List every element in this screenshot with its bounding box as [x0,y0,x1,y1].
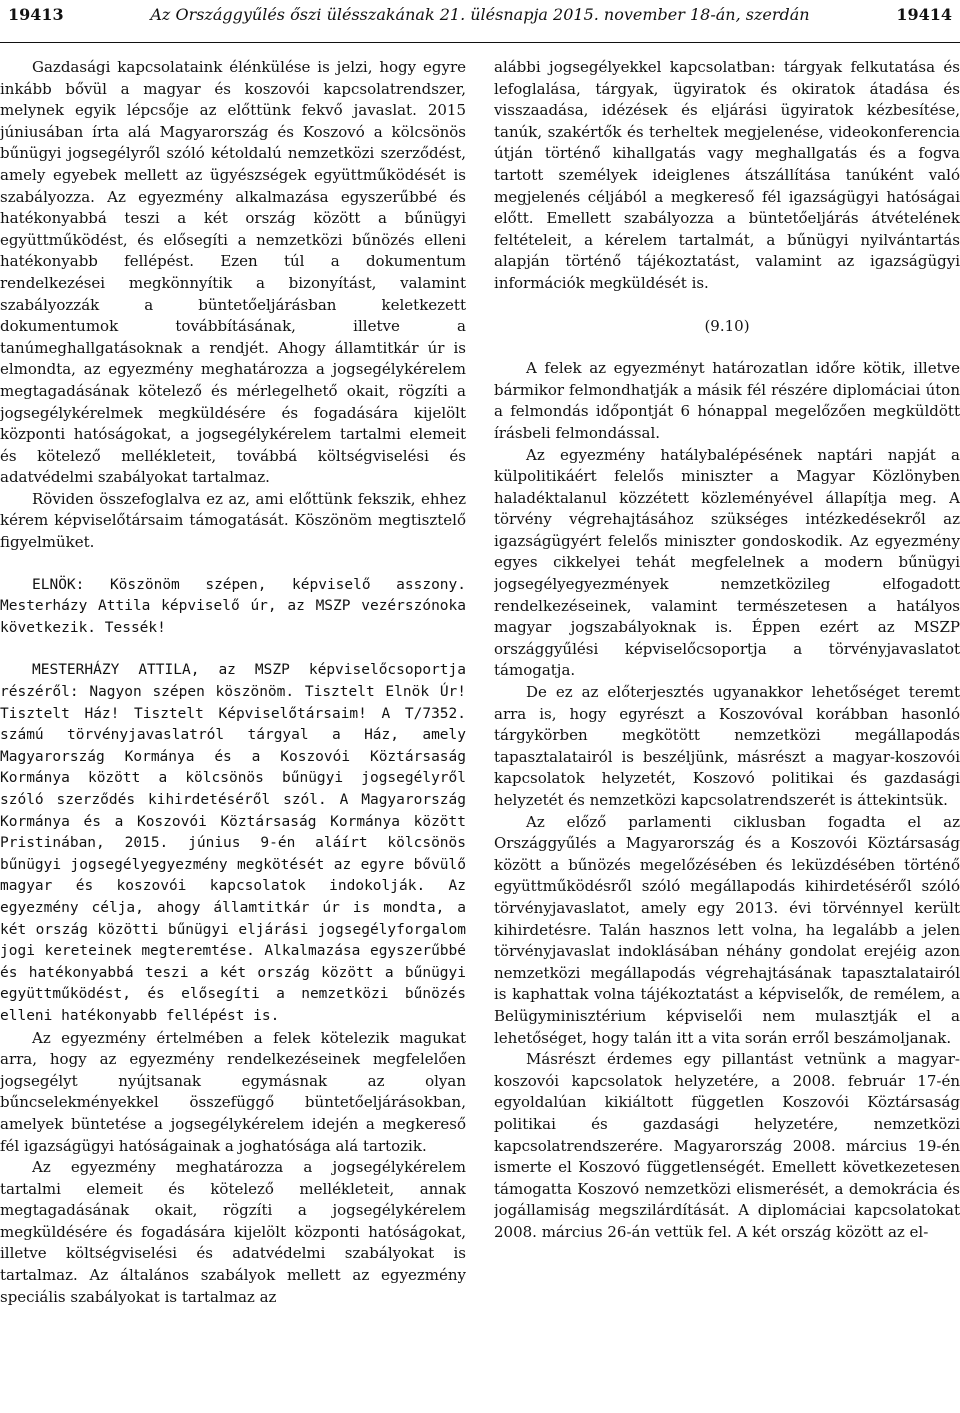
left-column [0,57,466,1409]
speech-text: Köszönöm szépen, képviselő asszony. Mesterházy Attila képviselő úr, az MSZP vezérszónoka következik. Tessék! [0,576,466,636]
page-header [0,4,960,32]
paragraph: Röviden összefoglalva ez az, ami előttünk fekszik, ehhez kérem képviselőtársaim támogatását. Köszönöm megtisztelő figyelmüket. [0,489,466,552]
paragraph: Az előző parlamenti ciklusban fogadta el az Országgyűlés a Magyarország és a Koszovói Köztársaság között a bűnözés megelőzésében és leküzdésében történő együttműködésről szóló megállapodás kihirdetéséről szóló törvényjavaslatot, amely egy 2013. évi törvénnyel került kihirdetésre. Talán hasznos lett volna, ha legalább a jelen törvényjavaslat indoklásában néhány gondolat erejéig azon nemzetközi megállapodás végrehajtásának tapasztalatairól is kaphattak volna tájékoztatást a képviselők, de remélem, a Belügyminisztérium képviselői nem mulasztják el a lehetőséget, hogy talán itt a vita során erről beszámoljanak. [494,812,960,1047]
paragraph: Gazdasági kapcsolataink élénkülése is jelzi, hogy egyre inkább bővül a magyar és koszovói kapcsolatrendszer, melynek egyik lépcsője az előttünk fekvő javaslat. 2015 júniusában írta alá Magyarország és Koszovó a kölcsönös bűnügyi jogsegélyről szóló kétoldalú nemzetközi szerződést, amely egyebek mellett az ügyészségek együttműködését is szabályozza. Az egyezmény alkalmazása egyszerűbbé és hatékonyabbá teszi a két ország között a bűnügyi együttműködést, és elősegíti a nemzetközi bűnözés elleni hatékonyabb fellépést. Ezen túl a dokumentum rendelkezései megkönnyítik a bizonyítást, valamint szabályozzák a büntetőeljárásban keletkezett dokumentumok továbbításának, illetve a tanúmeghallgatásoknak a rendjét. Ahogy államtitkár úr is elmondta, az egyezmény meghatározza a jogsegélykérelem megtagadásának kötelező és mérlegelhető okait, rögzíti a jogsegélykérelmek megküldésére és fogadására kijelölt központi hatóságokat, a jogsegélykérelem tartalmi elemeit és kötelező mellékleteit, továbbá költségviselési és adatvédelmi szabályokat tartalmaz. [0,58,466,487]
speech-text: Nagyon szépen köszönöm. Tisztelt Elnök Úr! Tisztelt Ház! Tisztelt Képviselőtársaim! A T/7352. számú törvényjavaslatról tárgyal a Ház, amely Magyarország Kormánya és a Koszovói Köztársaság Kormánya között a kölcsönös bűnügyi jogsegélyről szóló szerződés kihirdetéséről szól. A Magyarország Kormánya és a Koszovói Köztársaság Kormánya között Pristinában, 2015. június 9-én aláírt kölcsönös bűnügyi jogsegélyegyezmény megkötését az egyre bővülő magyar és koszovói kapcsolatok indokolják. Az egyezmény célja, ahogy államtitkár úr is mondta, a két ország közötti bűnügyi eljárási jogsegélyforgalom jogi kereteinek megteremtése. Alkalmazása egyszerűbbé és hatékonyabbá teszi a két ország között a bűnügyi együttműködést, és elősegíti a nemzetközi bűnözés elleni hatékonyabb fellépést is. [0,684,466,1024]
speaker-paragraph [0,575,466,640]
paragraph: Másrészt érdemes egy pillantást vetnünk a magyar-koszovói kapcsolatok helyzetére, a 2008. február 17-én egyoldalúan kikiáltott független Koszovói Köztársaság politikai és gazdasági helyzetére, nemzetközi kapcsolatrendszerére. Magyarország 2008. március 19-én ismerte el Koszovó függetlenségét. Emellett következetesen támogatta Koszovó nemzetközi elismerését, a demokrácia és jogállamiság megszilárdítását. A diplomáciai kapcsolatokat 2008. március 26-án vettük fel. A két ország között az el- [494,1050,960,1241]
paragraph: A felek az egyezményt határozatlan időre kötik, illetve bármikor felmondhatják a másik fél részére diplomáciai úton a felmondás időpontját 6 hónappal megelőzően megküldött írásbeli felmondással. [494,359,960,442]
speaker-name: ELNÖK: [32,576,85,593]
paragraph: Az egyezmény értelmében a felek kötelezik magukat arra, hogy az egyezmény rendelkezéseinek megfelelően jogsegélyt nyújtsanak egymásnak az olyan bűncselekményekkel összefüggő büntetőeljárásokban, amelyek büntetése a jogsegélykérelem idején a megkereső fél igazságügyi hatóságainak a joghatósága alá tartozik. [0,1028,466,1155]
speaker-paragraph [0,660,466,1027]
paragraph: Az egyezmény meghatározza a jogsegélykérelem tartalmi elemeit és kötelező mellékleteit, annak megtagadásának okait, rögzíti a jogsegélykérelem megküldésére és fogadására kijelölt központi hatóságokat, illetve költségviselési és adatvédelmi szabályokat is tartalmaz. Az általános szabályok mellett az egyezmény speciális szabályokat is tartalmaz az [0,1158,466,1306]
speaker-name: MESTERHÁZY ATTILA, az MSZP képviselőcsoportja részéről: [0,662,466,701]
header-rule [0,42,960,43]
running-title: Az Országgyűlés őszi ülésszakának 21. ülésnapja 2015. november 18-án, szerdán [150,5,810,24]
paragraph: Az egyezmény hatálybalépésének naptári napját a külpolitikáért felelős miniszter a Magyar Közlönyben haladéktalanul közzétett közleményével állapítja meg. A törvény végrehajtásához szükséges intézkedésekről az igazságügyért felelős miniszter gondoskodik. Az egyezmény egyes cikkelyei tehát megfelelnek a modern bűnügyi jogsegélyegyezmények nemzetközileg elfogadott rendelkezéseinek, valamint természetesen a hatályos magyar jogszabályoknak is. Éppen ezért az MSZP országgyűlési képviselőcsoportja a törvényjavaslatot támogatja. [494,445,960,680]
page-number-left: 19413 [8,5,64,24]
page-number-right: 19414 [896,5,952,24]
paragraph: De ez az előterjesztés ugyanakkor lehetőséget teremt arra is, hogy egyrészt a Koszovóval korábban hasonló tárgykörben megkötött nemzetközi megállapodás tapasztalatairól is beszéljünk, másrészt a magyar-koszovói kapcsolatok helyzetét, Koszovó politikai és gazdasági helyzetét és nemzetközi kapcsolatrendszerét is áttekintsük. [494,683,960,809]
right-column [494,57,960,1409]
time-marker: (9.10) [704,316,750,335]
paragraph: alábbi jogsegélyekkel kapcsolatban: tárgyak felkutatása és lefoglalása, tárgyak, ügyiratok és okiratok átadása és visszaadása, idézések és eljárási ügyiratok kézbesítése, tanúk, szakértők és terheltek megjelenése, videokonferencia útján történő kihallgatás vagy meghallgatás és a fogva tartott személyek ideiglenes átszállítása tanúként való megjelenés céljából a megkereső fél igazságügyi hatóságai előtt. Emellett szabályozza a büntetőeljárás átvételének feltételeit, a kérelem tartalmát, a bűnügyi nyilvántartás alapján történő tájékoztatást, valamint az igazságügyi információk megküldését is. [494,58,960,292]
